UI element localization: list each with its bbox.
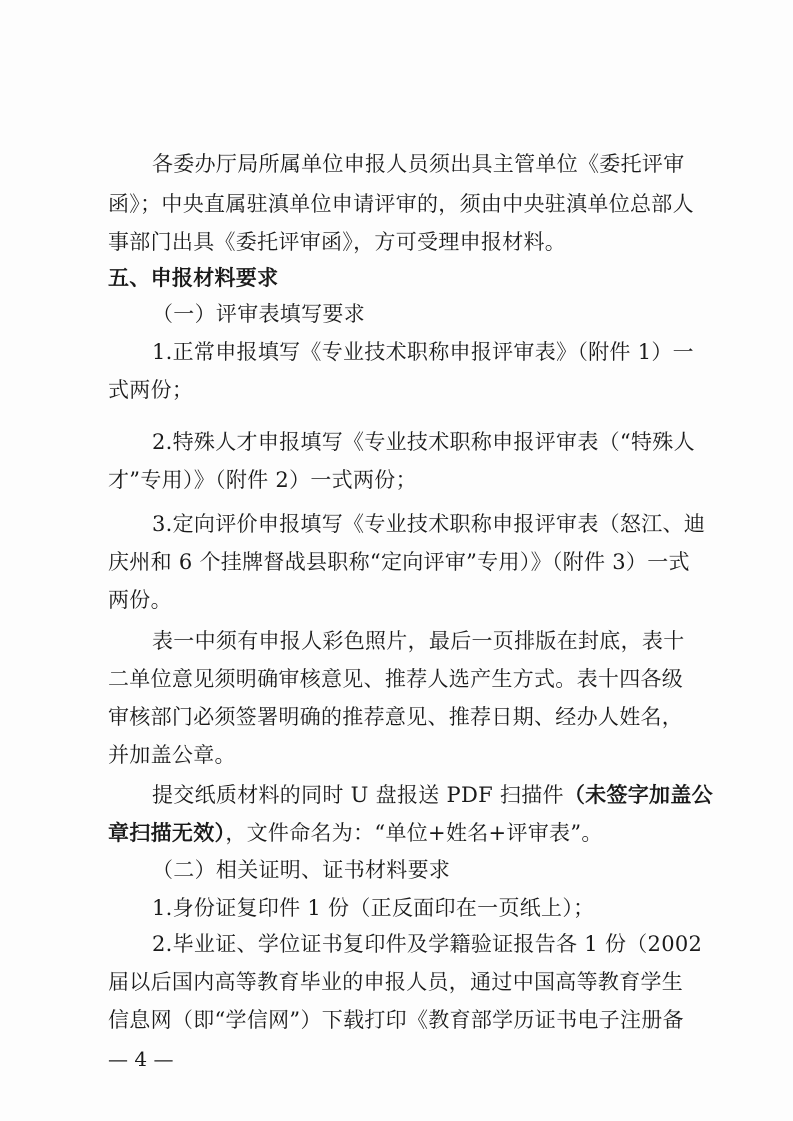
subsection-heading: （二）相关证明、证书材料要求 <box>152 858 451 882</box>
list-item-line: 庆州和 6 个挂牌督战县职称“定向评审”专用）》（附件 3）一式 <box>108 550 690 574</box>
list-item-line: 3.定向评价申报填写《专业技术职称申报评审表（怒江、迪 <box>152 512 706 536</box>
bold-note: （未签字加盖公 <box>563 782 713 807</box>
paragraph-line: 表一中须有申报人彩色照片，最后一页排版在封底，表十 <box>152 629 685 653</box>
paragraph-line: 函》；中央直属驻滇单位申请评审的，须由中央驻滇单位总部人 <box>108 192 694 216</box>
section-heading: 五、申报材料要求 <box>108 266 279 290</box>
paragraph-line: 审核部门必须签署明确的推荐意见、推荐日期、经办人姓名， <box>108 705 684 729</box>
paragraph-line: 事部门出具《委托评审函》，方可受理申报材料。 <box>108 230 567 254</box>
list-item-line: 2.毕业证、学位证书复印件及学籍验证报告各 1 份（2002 <box>152 932 703 956</box>
subsection-heading: （一）评审表填写要求 <box>152 302 365 326</box>
list-item-line: 2.特殊人才申报填写《专业技术职称申报评审表（“特殊人 <box>152 430 695 454</box>
list-item-line: 1.身份证复印件 1 份（正反面印在一页纸上）； <box>152 896 595 920</box>
list-item-line: 才”专用）》（附件 2）一式两份； <box>108 468 417 492</box>
paragraph-line: 各委办厅局所属单位申报人员须出具主管单位《委托评审 <box>152 152 685 176</box>
list-item-line: 信息网（即“学信网”）下载打印《教育部学历证书电子注册备 <box>108 1008 684 1032</box>
list-item-line: 1.正常申报填写《专业技术职称申报评审表》（附件 1）一 <box>152 340 694 364</box>
paragraph-line <box>152 781 713 809</box>
list-item-line: 式两份； <box>108 378 194 402</box>
paragraph-line: 并加盖公章。 <box>108 743 236 767</box>
paragraph-line: 二单位意见须明确审核意见、推荐人选产生方式。表十四各级 <box>108 667 684 691</box>
bold-note: 章扫描无效） <box>108 820 226 845</box>
page-number: — 4 — <box>108 1047 174 1071</box>
list-item-line: 届以后国内高等教育毕业的申报人员，通过中国高等教育学生 <box>108 970 684 994</box>
paragraph-line <box>108 819 603 847</box>
paragraph-text: ，文件命名为：“单位+姓名+评审表”。 <box>225 821 603 845</box>
list-item-line: 两份。 <box>108 588 172 612</box>
paragraph-text: 提交纸质材料的同时 U 盘报送 PDF 扫描件 <box>152 783 564 807</box>
